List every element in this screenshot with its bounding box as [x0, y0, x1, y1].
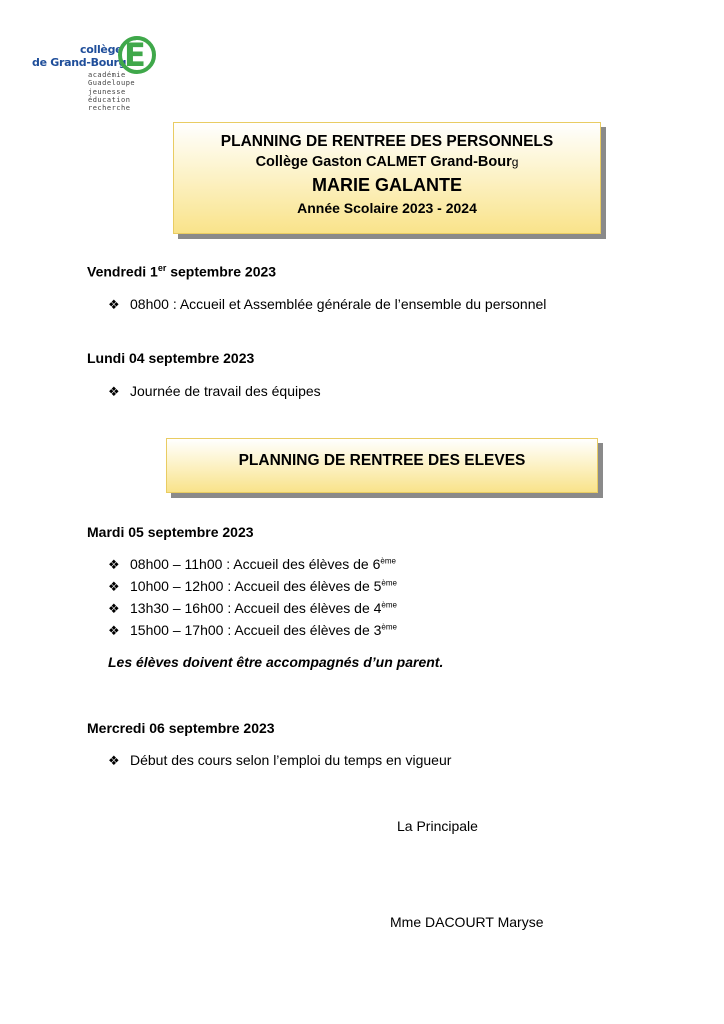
list-item-text: Journée de travail des équipes	[130, 383, 321, 399]
logo-jeunesse: jeunesse	[88, 88, 126, 96]
diamond-bullet-icon: ❖	[108, 623, 120, 638]
diamond-bullet-icon: ❖	[108, 753, 120, 768]
day-heading: Mardi 05 septembre 2023	[87, 524, 254, 540]
staff-banner-school	[174, 152, 600, 173]
staff-planning-banner	[173, 122, 601, 234]
list-item-text: 15h00 – 17h00 : Accueil des élèves de 3	[130, 622, 382, 638]
day-heading: Lundi 04 septembre 2023	[87, 350, 255, 366]
logo-college-text: collège	[80, 43, 123, 56]
list-item	[108, 600, 397, 617]
diamond-bullet-icon: ❖	[108, 297, 120, 312]
day-heading: Mercredi 06 septembre 2023	[87, 720, 275, 736]
list-item	[108, 622, 397, 639]
list-item-text: 10h00 – 12h00 : Accueil des élèves de 5	[130, 578, 382, 594]
list-item-sup: ème	[381, 600, 397, 610]
logo-ville-text: de Grand-Bourg	[32, 56, 127, 69]
list-item-sup: ème	[381, 578, 397, 588]
parent-note: Les élèves doivent être accompagnés d’un parent.	[108, 654, 444, 670]
list-item-text: Début des cours selon l’emploi du temps en vigueur	[130, 752, 452, 768]
students-planning-banner	[166, 438, 598, 493]
logo-education: éducation	[88, 96, 131, 104]
day-heading-sup: er	[157, 263, 167, 273]
staff-banner-school-main: Collège Gaston CALMET Grand-Bour	[255, 154, 512, 170]
logo-region: Guadeloupe	[88, 79, 136, 87]
logo-recherche: recherche	[88, 104, 131, 112]
list-item-sup: ème	[380, 556, 396, 566]
list-item-text: 08h00 – 11h00 : Accueil des élèves de 6	[130, 556, 381, 572]
list-item	[108, 383, 321, 400]
school-logo	[28, 28, 164, 116]
signature-title: La Principale	[397, 818, 478, 834]
diamond-bullet-icon: ❖	[108, 384, 120, 399]
list-item-sup: ème	[381, 622, 397, 632]
staff-banner-year: Année Scolaire 2023 - 2024	[297, 200, 477, 216]
day-heading-suffix: septembre 2023	[166, 263, 277, 280]
list-item-text: 08h00 : Accueil et Assemblée générale de l’ensemble du personnel	[130, 296, 547, 312]
staff-banner-title: PLANNING DE RENTREE DES PERSONNELS	[220, 133, 554, 150]
list-item	[108, 752, 451, 769]
logo-academie: académie	[88, 71, 126, 79]
diamond-bullet-icon: ❖	[108, 557, 120, 572]
signature-name: Mme DACOURT Maryse	[390, 914, 544, 930]
day-heading-prefix: Vendredi 1	[87, 263, 158, 280]
day-heading	[87, 263, 276, 280]
list-item	[108, 578, 397, 595]
diamond-bullet-icon: ❖	[108, 579, 120, 594]
diamond-bullet-icon: ❖	[108, 601, 120, 616]
staff-banner-school-tail: g	[511, 155, 519, 169]
list-item-text: 13h30 – 16h00 : Accueil des élèves de 4	[130, 600, 382, 616]
staff-banner-island: MARIE GALANTE	[312, 175, 462, 195]
list-item	[108, 296, 546, 313]
logo-e-letter: É	[124, 36, 146, 74]
list-item	[108, 556, 396, 573]
students-banner-title: PLANNING DE RENTREE DES ELEVES	[238, 452, 526, 469]
